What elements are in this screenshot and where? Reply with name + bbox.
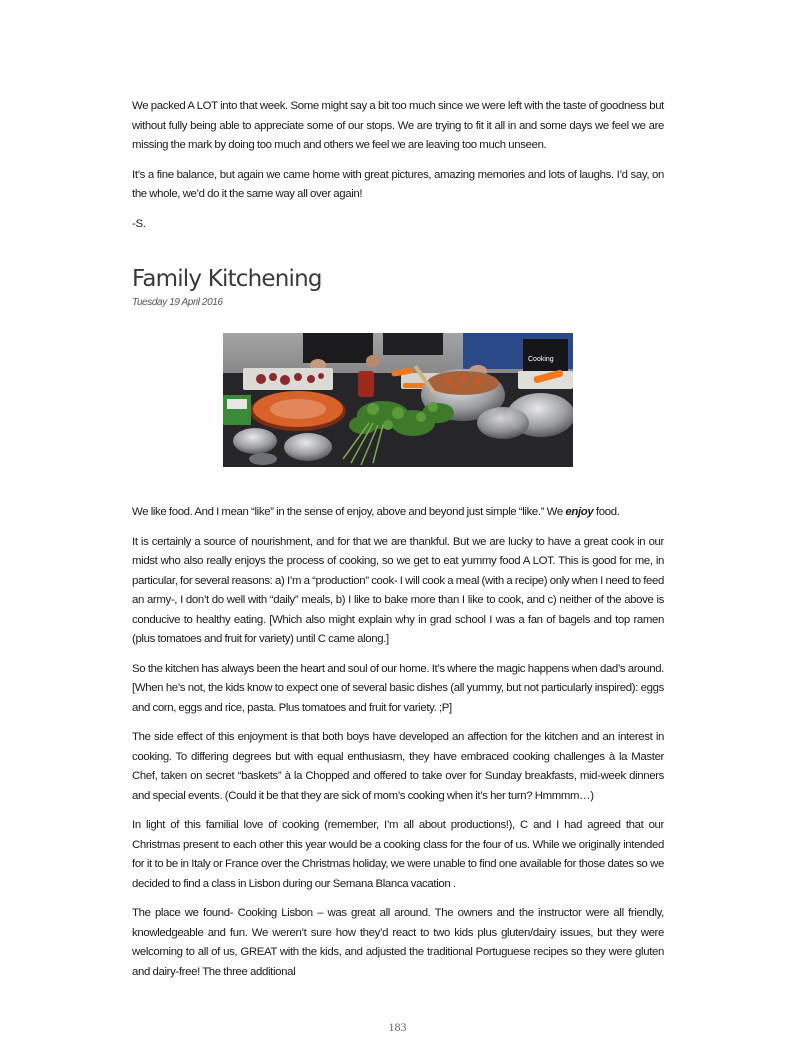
post-paragraph-1 [132, 503, 664, 523]
post-paragraph-3: So the kitchen has always been the heart and soul of our home. It’s where the magic happens when dad’s around. [When he’s not, the kids know to expect one of several basic dishes (all yummy, but not particularly inspired): eggs and corn, eggs and rice, pasta. Plus tomatoes and fruit for variety. ;P] [132, 662, 664, 714]
intro-paragraph-1: We packed A LOT into that week. Some might say a bit too much since we were left with the taste of goodness but without fully being able to appreciate some of our stops. We are trying to fit it all in and some days we feel we are missing the mark by doing too much and others we feel we are leaving too much unseen. [132, 100, 664, 151]
post-paragraph-5: In light of this familial love of cooking (remember, I’m all about productions!), C and I had agreed that our Christmas present to each other this year would be a cooking class for the four of us. While we originally intended for it to be in Italy or France over the Christmas holiday, we were unable to find one available for those dates so we decided to find a class in Lisbon during our Semana Blanca vacation . [132, 819, 664, 890]
cooking-class-photo [223, 333, 573, 467]
apron-text: Cooking [528, 356, 554, 363]
post-body [132, 503, 664, 982]
post-paragraph-2: It is certainly a source of nourishment, and for that we are thankful. But we are lucky to have a great cook in our midst who also really enjoys the process of cooking, so we get to eat yummy food A LOT. This is good for me, in particular, for several reasons: a) I’m a “production” cook- I will cook a meal (with a recipe) only when I need to feed an army-, I don’t do well with “daily” meals, b) I like to bake more than I like to cook, and c) neither of the above is conducive to healthy eating. [Which also might explain why in grad school I was a fan of bagels and top ramen (plus tomatoes and fruit for variety) until C came along.] [132, 535, 664, 645]
intro-section [132, 97, 664, 234]
emphasis-enjoy: enjoy [565, 506, 594, 518]
post-paragraph-4: The side effect of this enjoyment is that both boys have developed an affection for the kitchen and an interest in cooking. To differing degrees but with equal enthusiasm, they have embraced cooking challenges à la Master Chef, taken on secret “baskets” à la Chopped and offered to take over for Sunday breakfasts, mid-week dinners and special events. (Could it be that they are sick of mom’s cooking when it’s her turn? Hmmmm…) [132, 731, 664, 802]
paragraph-1-end: food. [593, 506, 620, 518]
post-paragraph-6: The place we found- Cooking Lisbon – was great all around. The owners and the instructor were all friendly, knowledgeable and fun. We weren’t sure how they’d react to two kids plus gluten/dairy issues, but they were welcoming to all of us, GREAT with the kids, and adjusted the traditional Portuguese recipes so they were gluten and dairy-free! The three additional [132, 907, 664, 978]
paragraph-1-text: We like food. And I mean “like” in the sense of enjoy, above and beyond just simple “like.” We [132, 506, 566, 518]
page-number: 183 [388, 1020, 407, 1034]
post-title[interactable]: Family Kitchening [132, 266, 322, 292]
intro-paragraph-2: It’s a fine balance, but again we came home with great pictures, amazing memories and lots of laughs. I’d say, on the whole, we’d do it the same way all over again! [132, 168, 664, 200]
signature: -S. [132, 217, 146, 230]
post-date: Tuesday 19 April 2016 [132, 297, 223, 308]
